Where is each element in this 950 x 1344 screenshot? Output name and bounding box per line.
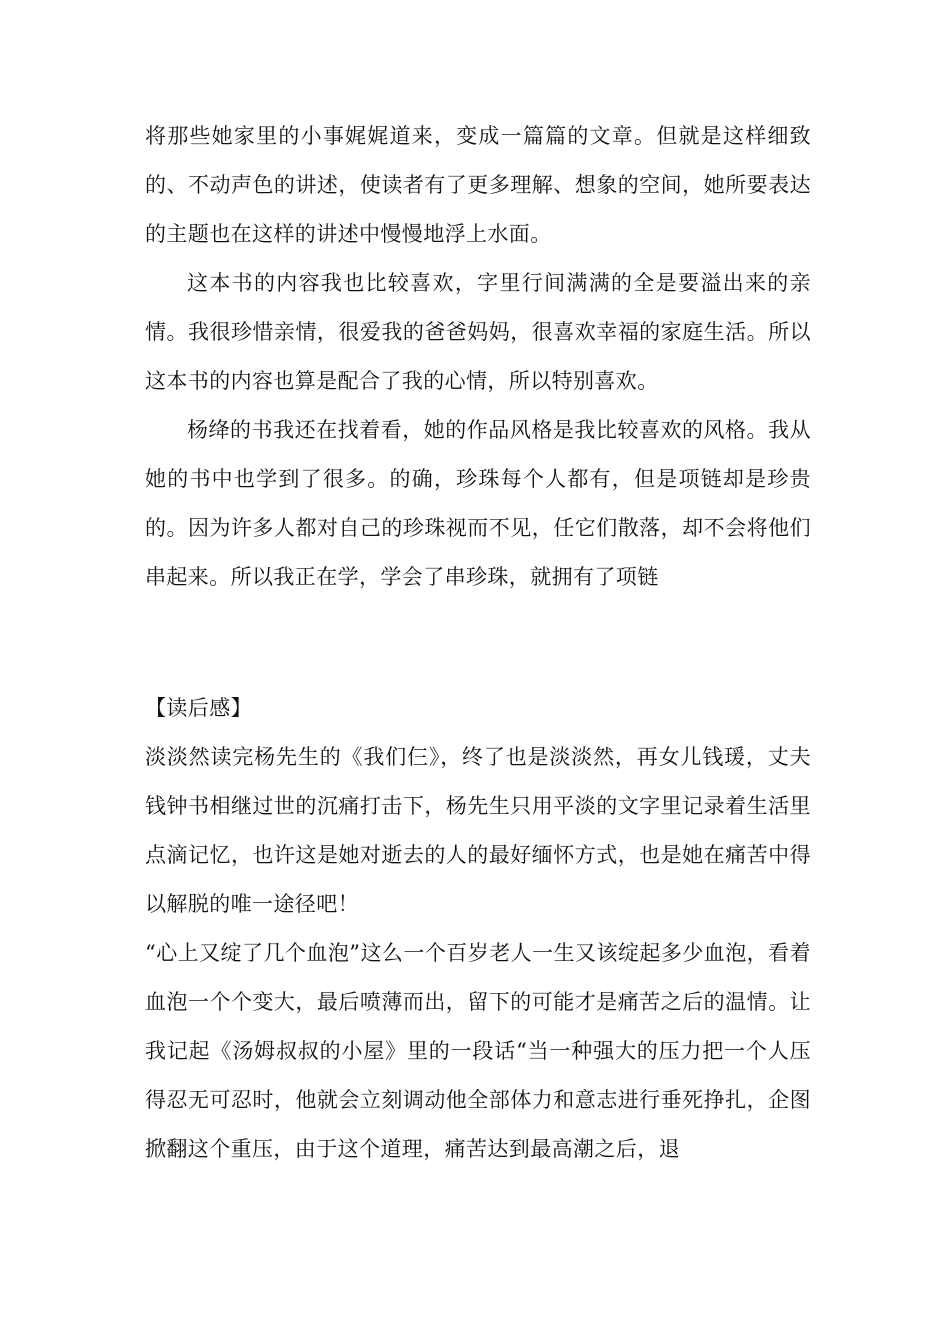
paragraph: “心上又绽了几个血泡”这么一个百岁老人一生又该绽起多少血泡，看着血泡一个个变大，最后喷薄而出，留下的可能才是痛苦之后的温情。让我记起《汤姆叔叔的小屋》里的一段话“当一种强大的压力把一个人压得忍无可忍时，他就会立刻调动他全部体力和意志进行垂死挣扎，企图掀翻这个重压，由于这个道理，痛苦达到最高潮之后，退	[145, 941, 811, 1161]
paragraph: 将那些她家里的小事娓娓道来，变成一篇篇的文章。但就是这样细致的、不动声色的讲述，使读者有了更多理解、想象的空间，她所要表达的主题也在这样的讲述中慢慢地浮上水面。	[145, 124, 811, 246]
review-section	[145, 684, 811, 1174]
paragraph: 淡淡然读完杨先生的《我们仨》，终了也是淡淡然，再女儿钱瑗，丈夫钱钟书相继过世的沉痛打击下，杨先生只用平淡的文字里记录着生活里点滴记忆，也许这是她对逝去的人的最好缅怀方式，也是她在痛苦中得以解脱的唯一途径吧！	[145, 745, 811, 916]
paragraph: 杨绛的书我还在找着看，她的作品风格是我比较喜欢的风格。我从她的书中也学到了很多。的确，珍珠每个人都有，但是项链却是珍贵的。因为许多人都对自己的珍珠视而不见，任它们散落，却不会将他们串起来。所以我正在学，学会了串珍珠，就拥有了项链	[145, 418, 811, 589]
paragraph: 这本书的内容我也比较喜欢，字里行间满满的全是要溢出来的亲情。我很珍惜亲情，很爱我的爸爸妈妈，很喜欢幸福的家庭生活。所以这本书的内容也算是配合了我的心情，所以特别喜欢。	[145, 271, 811, 393]
top-text-block	[145, 112, 811, 602]
section-heading: 【读后感】	[145, 696, 252, 720]
